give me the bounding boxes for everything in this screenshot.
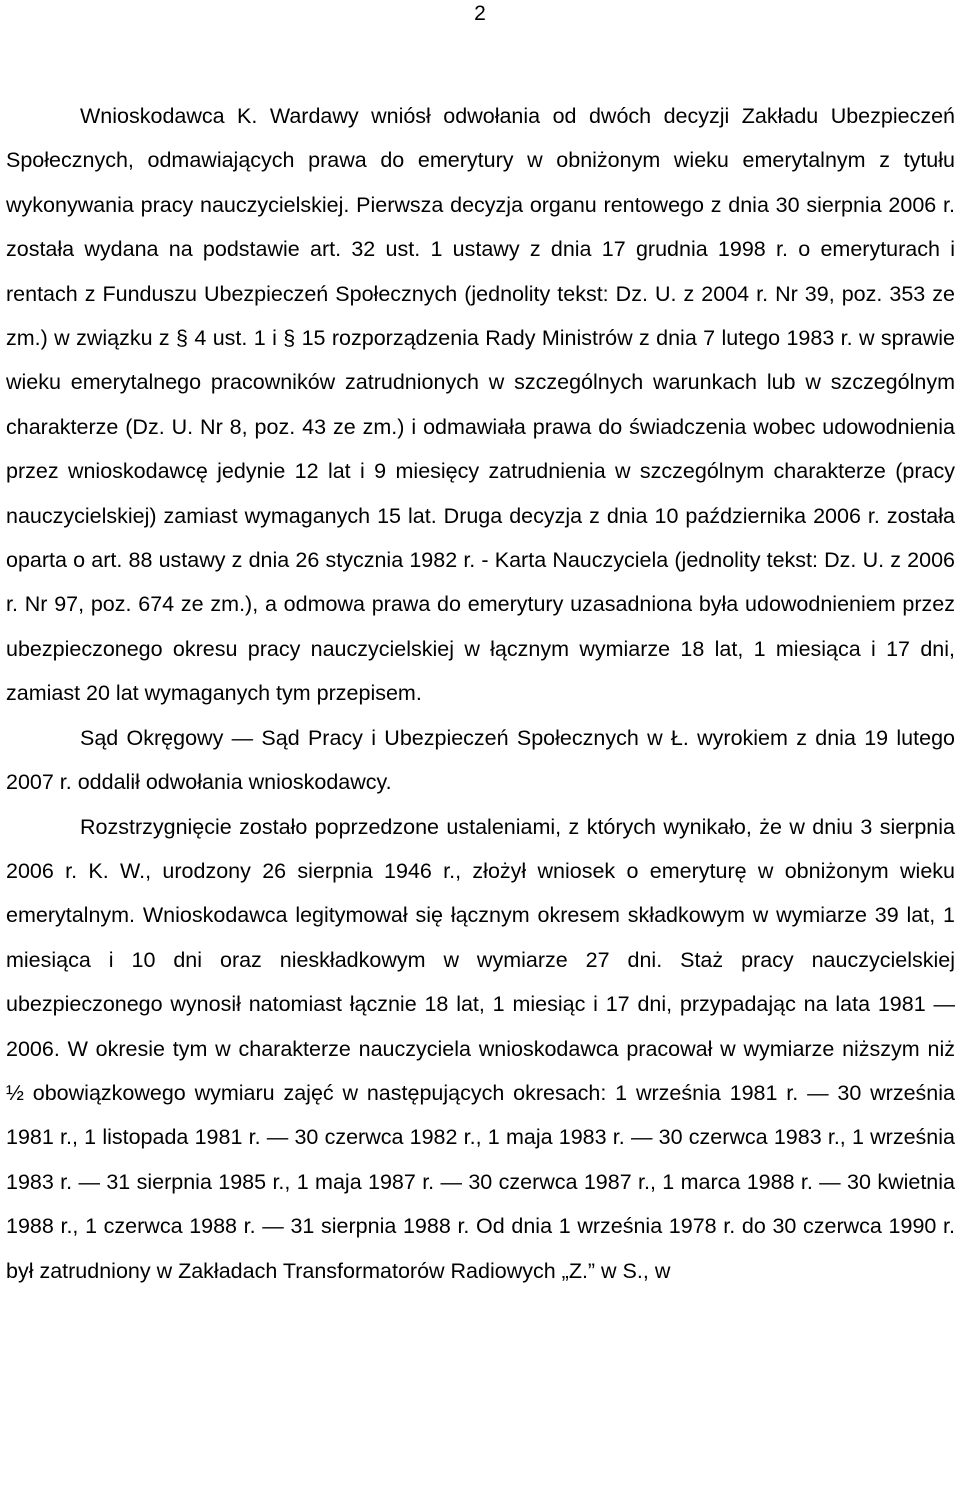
paragraph-court-ruling: Sąd Okręgowy — Sąd Pracy i Ubezpieczeń Społecznych w Ł. wyrokiem z dnia 19 lutego 2007 r. oddalił odwołania wnioskodawcy. xyxy=(6,725,955,795)
paragraph-appeal-background: Wnioskodawca K. Wardawy wniósł odwołania od dwóch decyzji Zakładu Ubezpieczeń Społecznych, odmawiających prawa do emerytury w obniżonym wieku emerytalnym z tytułu wykonywania pracy nauczycielskiej. Pierwsza decyzja organu rentowego z dnia 30 sierpnia 2006 r. została wydana na podstawie art. 32 ust. 1 ustawy z dnia 17 grudnia 1998 r. o emeryturach i rentach z Funduszu Ubezpieczeń Społecznych (jednolity tekst: Dz. U. z 2004 r. Nr 39, poz. 353 ze zm.) w związku z § 4 ust. 1 i § 15 rozporządzenia Rady Ministrów z dnia 7 lutego 1983 r. w sprawie wieku emerytalnego pracowników zatrudnionych w szczególnych warunkach lub w szczególnym charakterze (Dz. U. Nr 8, poz. 43 ze zm.) i odmawiała prawa do świadczenia wobec udowodnienia przez wnioskodawcę jedynie 12 lat i 9 miesięcy zatrudnienia w szczególnym charakterze (pracy nauczycielskiej) zamiast wymaganych 15 lat. Druga decyzja z dnia 10 października 2006 r. została oparta o art. 88 ustawy z dnia 26 stycznia 1982 r. - Karta Nauczyciela (jednolity tekst: Dz. U. z 2006 r. Nr 97, poz. 674 ze zm.), a odmowa prawa do emerytury uzasadniona była udowodnieniem przez ubezpieczonego okresu pracy nauczycielskiej w łącznym wymiarze 18 lat, 1 miesiąca i 17 dni, zamiast 20 lat wymaganych tym przepisem. xyxy=(6,104,955,706)
document-body xyxy=(6,94,955,1293)
paragraph-factual-findings: Rozstrzygnięcie zostało poprzedzone ustaleniami, z których wynikało, że w dniu 3 sierpnia 2006 r. K. W., urodzony 26 sierpnia 1946 r., złożył wniosek o emeryturę w obniżonym wieku emerytalnym. Wnioskodawca legitymował się łącznym okresem składkowym w wymiarze 39 lat, 1 miesiąca i 10 dni oraz nieskładkowym w wymiarze 27 dni. Staż pracy nauczycielskiej ubezpieczonego wynosił natomiast łącznie 18 lat, 1 miesiąc i 17 dni, przypadając na lata 1981 — 2006. W okresie tym w charakterze nauczyciela wnioskodawca pracował w wymiarze niższym niż ½ obowiązkowego wymiaru zajęć w następujących okresach: 1 września 1981 r. — 30 września 1981 r., 1 listopada 1981 r. — 30 czerwca 1982 r., 1 maja 1983 r. — 30 czerwca 1983 r., 1 września 1983 r. — 31 sierpnia 1985 r., 1 maja 1987 r. — 30 czerwca 1987 r., 1 marca 1988 r. — 30 kwietnia 1988 r., 1 czerwca 1988 r. — 31 sierpnia 1988 r. Od dnia 1 września 1978 r. do 30 czerwca 1990 r. był zatrudniony w Zakładach Transformatorów Radiowych „Z.” w S., w xyxy=(6,814,955,1283)
page-number: 2 xyxy=(474,2,486,25)
